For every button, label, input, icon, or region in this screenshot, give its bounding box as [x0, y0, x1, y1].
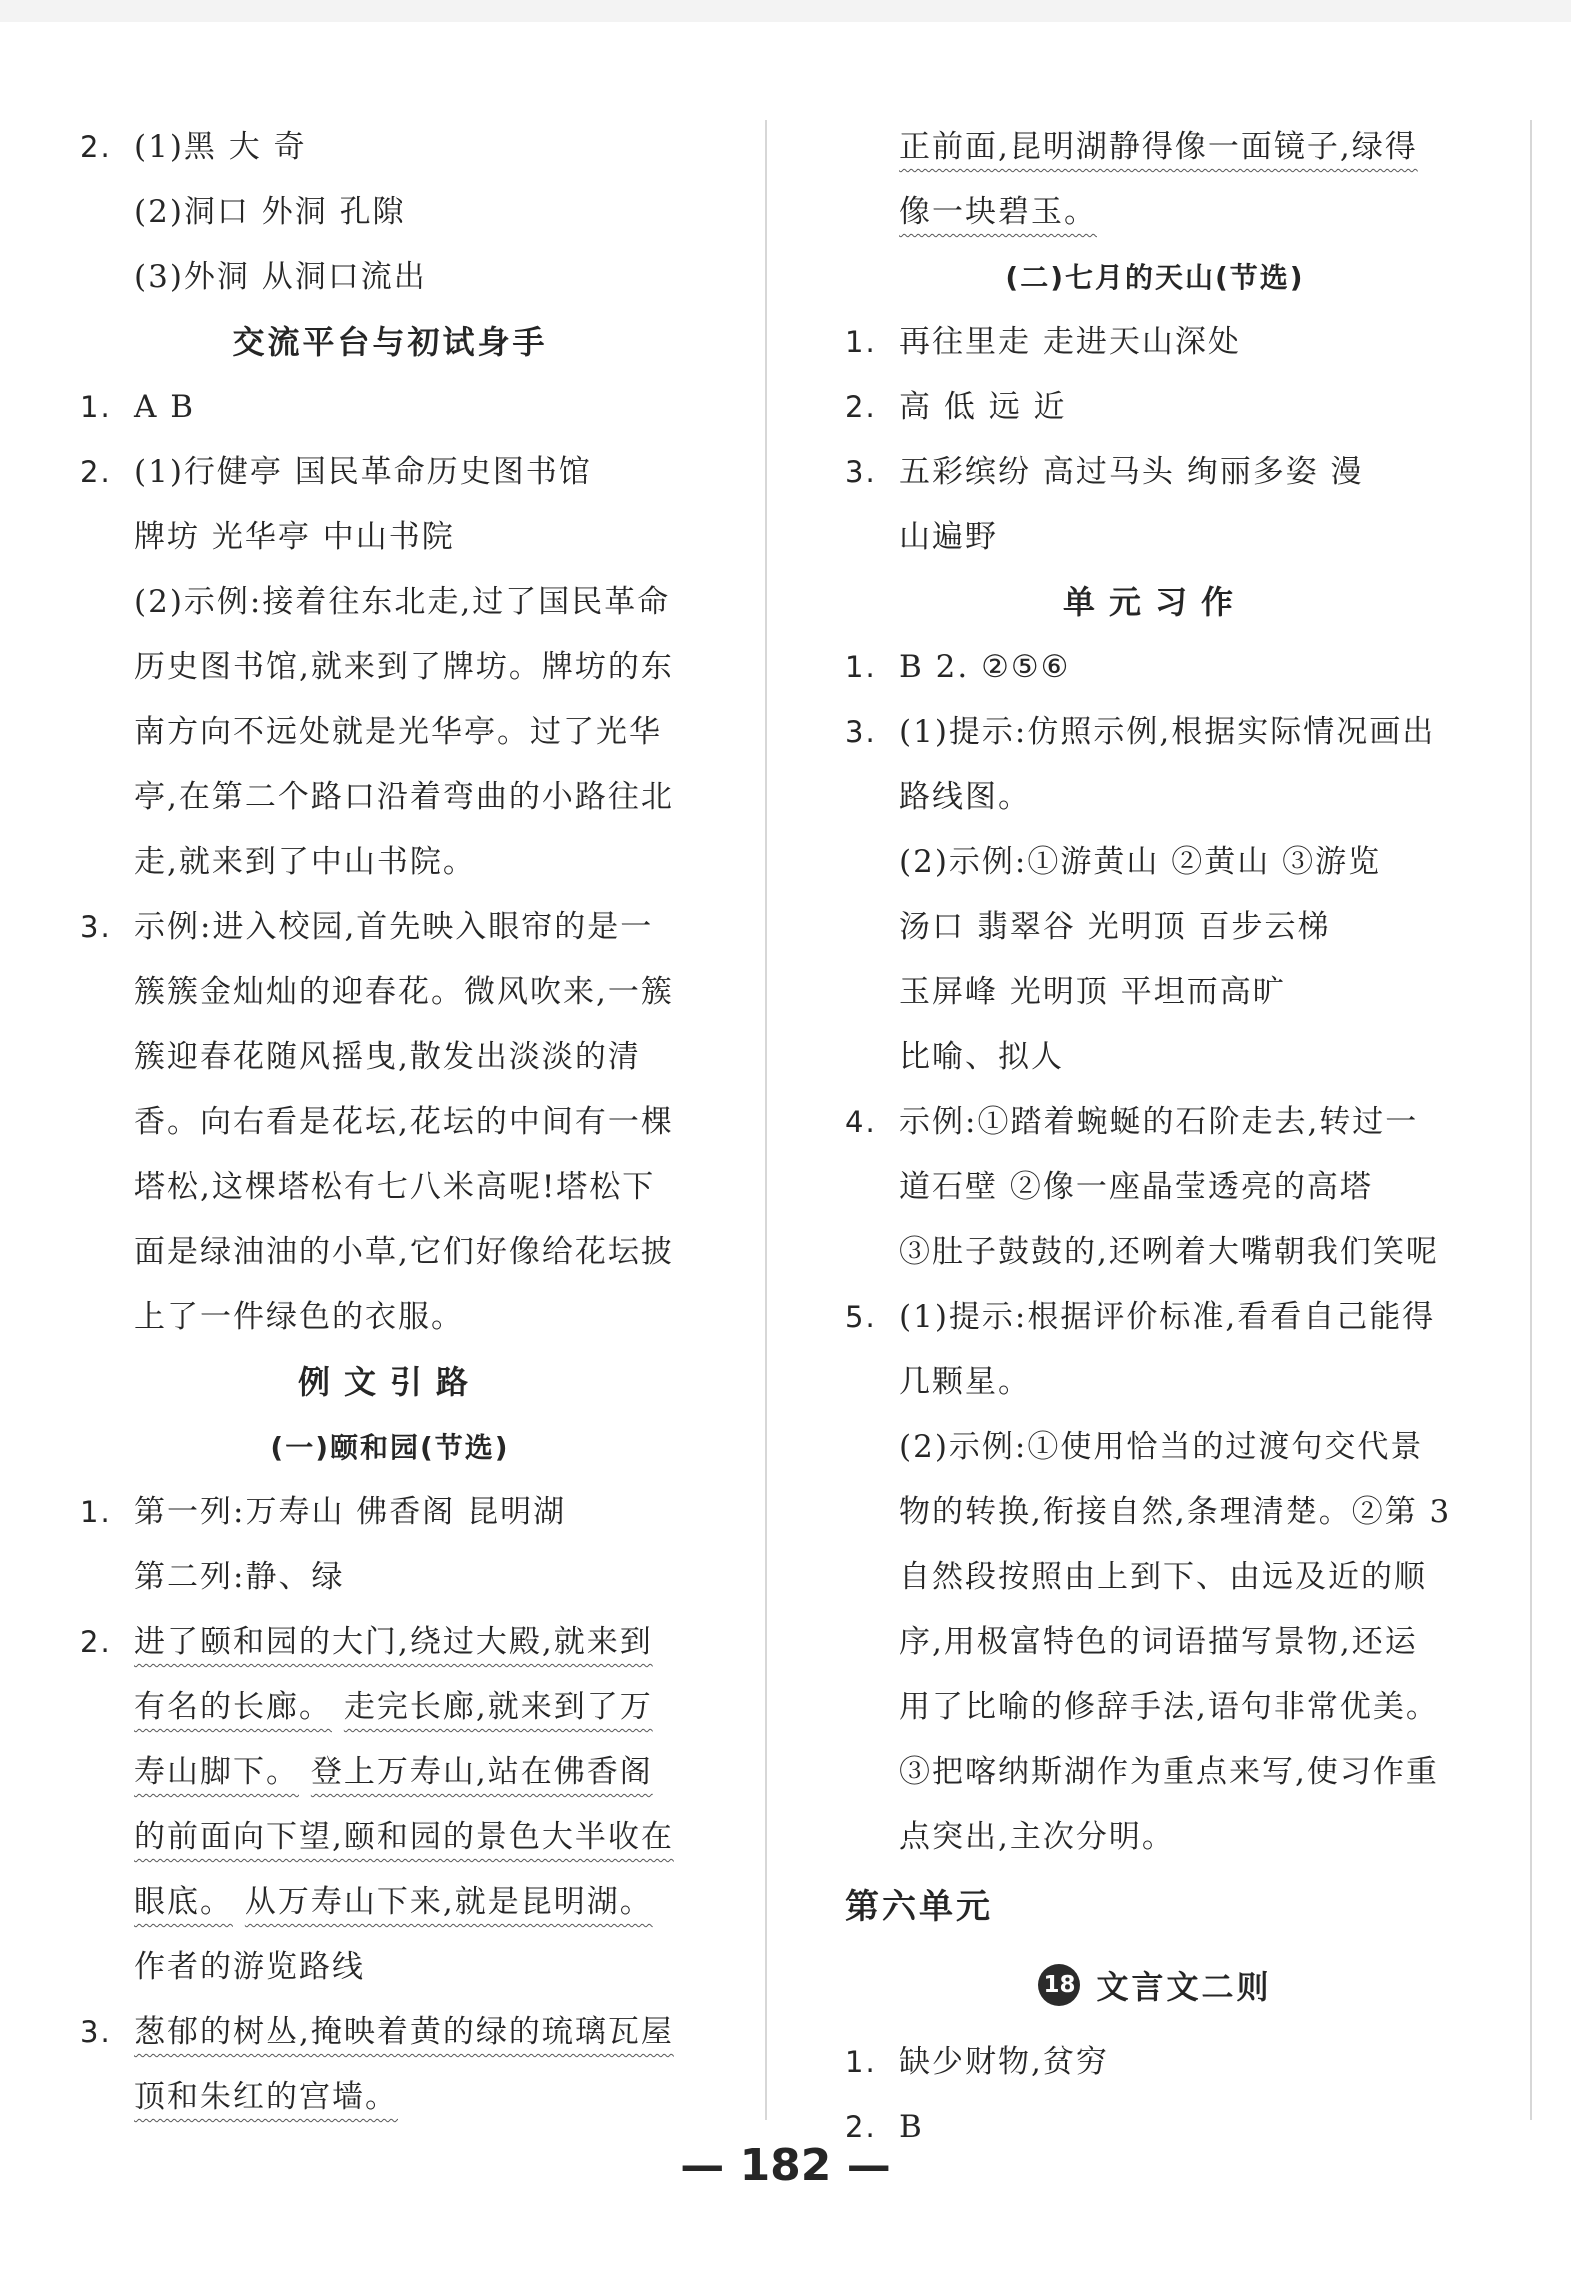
answer-line: [845, 895, 1465, 960]
item-number: 1.: [80, 1495, 112, 1529]
lesson-number-badge: 18: [1038, 1964, 1080, 2006]
answer-line: [845, 505, 1465, 570]
section-heading: 单元习作: [1062, 583, 1247, 621]
answer-text: (3)外洞 从洞口流出: [134, 259, 427, 295]
answer-line: [80, 1480, 700, 1545]
answer-line: [80, 830, 700, 895]
column-divider-left: [765, 120, 767, 2120]
answer-text: 上了一件绿色的衣服。: [134, 1299, 464, 1335]
wavy-underlined-text: 有名的长廊。: [134, 1689, 332, 1725]
answer-text: 玉屏峰 光明顶 平坦而高旷: [899, 974, 1286, 1010]
item-number: 3.: [80, 910, 112, 944]
answer-text: 几颗星。: [899, 1364, 1031, 1400]
answer-line: [80, 1805, 700, 1870]
answer-text: 示例:进入校园,首先映入眼帘的是一: [134, 909, 654, 945]
answer-text: 牌坊 光华亭 中山书院: [134, 519, 455, 555]
answer-line: [80, 245, 700, 310]
answer-text: 示例:①踏着蜿蜒的石阶走去,转过一: [899, 1104, 1419, 1140]
answer-line: [845, 180, 1465, 245]
wavy-underlined-text: 登上万寿山,站在佛香阁: [310, 1754, 653, 1790]
answer-text: 南方向不远处就是光华亭。过了光华: [134, 714, 662, 750]
answer-text: 缺少财物,贫穷: [899, 2044, 1109, 2080]
item-number: 1.: [845, 2045, 877, 2079]
answer-text: ③肚子鼓鼓的,还咧着大嘴朝我们笑呢: [899, 1234, 1439, 1270]
answer-line: [80, 570, 700, 635]
wavy-underlined-text: 的前面向下望,颐和园的景色大半收在: [134, 1819, 674, 1855]
answer-line: [845, 2030, 1465, 2095]
answer-line: [80, 1870, 700, 1935]
plain-text: [233, 1884, 245, 1920]
answer-text: [899, 115, 1418, 180]
answer-line: [80, 115, 700, 180]
answer-text: 历史图书馆,就来到了牌坊。牌坊的东: [134, 649, 674, 685]
wavy-underlined-text: 葱郁的树丛,掩映着黄的绿的琉璃瓦屋: [134, 2014, 674, 2050]
answer-line: [80, 1545, 700, 1610]
answer-line: [845, 115, 1465, 180]
answer-text: 路线图。: [899, 779, 1031, 815]
answer-line: [80, 895, 700, 960]
item-number: 2.: [80, 1625, 112, 1659]
answer-line: [845, 765, 1465, 830]
wavy-underlined-text: 正前面,昆明湖静得像一面镜子,绿得: [899, 129, 1418, 165]
answer-text: 走,就来到了中山书院。: [134, 844, 476, 880]
answer-line: [80, 1675, 700, 1740]
item-number: 1.: [845, 650, 877, 684]
answer-line: [80, 1935, 700, 2000]
answer-line: [80, 505, 700, 570]
answer-text: 面是绿油油的小草,它们好像给花坛披: [134, 1234, 674, 1270]
answer-line: [845, 700, 1465, 765]
answer-line: [80, 1285, 700, 1350]
answer-line: [845, 1025, 1465, 1090]
answer-line: [845, 1090, 1465, 1155]
answer-text: ③把喀纳斯湖作为重点来写,使习作重: [899, 1754, 1439, 1790]
answer-text: 序,用极富特色的词语描写景物,还运: [899, 1624, 1418, 1660]
answer-line: [845, 1350, 1465, 1415]
answer-line: [845, 1285, 1465, 1350]
answer-text: [134, 2065, 398, 2130]
answer-text: (1)行健亭 国民革命历史图书馆: [134, 454, 592, 490]
answer-text: [134, 1870, 653, 1935]
answer-line: [80, 2065, 700, 2130]
passage-subheading: (二)七月的天山(节选): [1005, 261, 1305, 294]
item-number: 2.: [845, 2110, 877, 2144]
answer-line: [80, 700, 700, 765]
answer-text: 点突出,主次分明。: [899, 1819, 1175, 1855]
answer-line: [80, 2000, 700, 2065]
answer-text: 山遍野: [899, 519, 998, 555]
answer-line: [845, 960, 1465, 1025]
answer-text: 香。向右看是花坛,花坛的中间有一棵: [134, 1104, 674, 1140]
answer-text: 道石壁 ②像一座晶莹透亮的高塔: [899, 1169, 1373, 1205]
item-number: 4.: [845, 1105, 877, 1139]
answer-line: [80, 1610, 700, 1675]
answer-text: 塔松,这棵塔松有七八米高呢!塔松下: [134, 1169, 656, 1205]
answer-text: 第一列:万寿山 佛香阁 昆明湖: [134, 1494, 567, 1530]
answer-text: [134, 1610, 653, 1675]
item-number: 3.: [845, 455, 877, 489]
answer-text: (2)示例:接着往东北走,过了国民革命: [134, 584, 671, 620]
item-number: 3.: [80, 2015, 112, 2049]
answer-text: 簇簇金灿灿的迎春花。微风吹来,一簇: [134, 974, 674, 1010]
wavy-underlined-text: 从万寿山下来,就是昆明湖。: [244, 1884, 653, 1920]
answer-text: 作者的游览路线: [134, 1949, 365, 1985]
answer-text: B 2. ②⑤⑥: [899, 649, 1071, 685]
wavy-underlined-text: 寿山脚下。: [134, 1754, 299, 1790]
wavy-underlined-text: 进了颐和园的大门,绕过大殿,就来到: [134, 1624, 653, 1660]
answer-text: [134, 2000, 674, 2065]
answer-line: [845, 830, 1465, 895]
answer-text: 物的转换,衔接自然,条理清楚。②第 3: [899, 1494, 1452, 1530]
item-number: 5.: [845, 1300, 877, 1334]
answer-line: [845, 310, 1465, 375]
answer-line: [845, 440, 1465, 505]
answer-line: [845, 1740, 1465, 1805]
answer-line: [80, 1740, 700, 1805]
answer-line: [80, 1090, 700, 1155]
section-heading: 例文引路: [297, 1363, 482, 1401]
answer-line: [845, 1545, 1465, 1610]
item-number: 1.: [845, 325, 877, 359]
answer-text: [134, 1805, 674, 1870]
wavy-underlined-text: 眼底。: [134, 1884, 233, 1920]
wavy-underlined-text: 像一块碧玉。: [899, 194, 1097, 230]
answer-text: (1)提示:仿照示例,根据实际情况画出: [899, 714, 1436, 750]
answer-line: [80, 180, 700, 245]
plain-text: [332, 1689, 344, 1725]
item-number: 2.: [845, 390, 877, 424]
answer-text: (1)黑 大 奇: [134, 129, 307, 165]
answer-text: (2)示例:①使用恰当的过渡句交代景: [899, 1429, 1424, 1465]
answer-text: 用了比喻的修辞手法,语句非常优美。: [899, 1689, 1439, 1725]
plain-text: [299, 1754, 311, 1790]
answer-line: [845, 375, 1465, 440]
answer-text: 比喻、拟人: [899, 1039, 1064, 1075]
answer-text: (2)洞口 外洞 孔隙: [134, 194, 406, 230]
item-number: 3.: [845, 715, 877, 749]
answer-line: [80, 960, 700, 1025]
section-heading: 交流平台与初试身手: [232, 323, 548, 361]
lesson-title: 文言文二则: [1096, 1968, 1272, 2006]
answer-line: [845, 1480, 1465, 1545]
wavy-underlined-text: 走完长廊,就来到了万: [343, 1689, 653, 1725]
answer-line: [80, 765, 700, 830]
wavy-underlined-text: 顶和朱红的宫墙。: [134, 2079, 398, 2115]
answer-line: [80, 440, 700, 505]
right-column: [845, 115, 1465, 2160]
answer-line: [845, 1155, 1465, 1220]
answer-text: 亭,在第二个路口沿着弯曲的小路往北: [134, 779, 674, 815]
answer-text: [134, 1675, 653, 1740]
left-column: [80, 115, 700, 2130]
answer-text: 自然段按照由上到下、由远及近的顺: [899, 1559, 1427, 1595]
answer-line: [80, 1220, 700, 1285]
answer-text: [134, 1740, 653, 1805]
item-number: 2.: [80, 455, 112, 489]
page-number: — 182 —: [680, 2140, 891, 2191]
answer-line: [80, 1155, 700, 1220]
answer-text: (2)示例:①游黄山 ②黄山 ③游览: [899, 844, 1382, 880]
item-number: 1.: [80, 390, 112, 424]
answer-text: 第二列:静、绿: [134, 1559, 345, 1595]
answer-text: 簇迎春花随风摇曳,散发出淡淡的清: [134, 1039, 641, 1075]
passage-subheading: (一)颐和园(节选): [270, 1431, 510, 1464]
lesson-heading: [845, 1945, 1465, 2030]
answer-line: [845, 1220, 1465, 1285]
answer-text: 五彩缤纷 高过马头 绚丽多姿 漫: [899, 454, 1364, 490]
unit-heading: 第六单元: [845, 1887, 993, 1927]
answer-text: 高 低 远 近: [899, 389, 1067, 425]
answer-line: [845, 1415, 1465, 1480]
answer-text: 再往里走 走进天山深处: [899, 324, 1241, 360]
top-edge-band: [0, 0, 1571, 22]
answer-line: [80, 635, 700, 700]
answer-line: [80, 1025, 700, 1090]
column-divider-right: [1530, 120, 1532, 2120]
answer-text: [899, 180, 1097, 245]
answer-text: A B: [134, 389, 196, 425]
answer-line: [845, 1805, 1465, 1870]
answer-line: [845, 1610, 1465, 1675]
answer-text: B: [899, 2109, 924, 2145]
answer-text: 汤口 翡翠谷 光明顶 百步云梯: [899, 909, 1331, 945]
answer-line: [80, 375, 700, 440]
answer-text: (1)提示:根据评价标准,看看自己能得: [899, 1299, 1436, 1335]
answer-line: [845, 635, 1465, 700]
answer-line: [845, 1675, 1465, 1740]
item-number: 2.: [80, 130, 112, 164]
